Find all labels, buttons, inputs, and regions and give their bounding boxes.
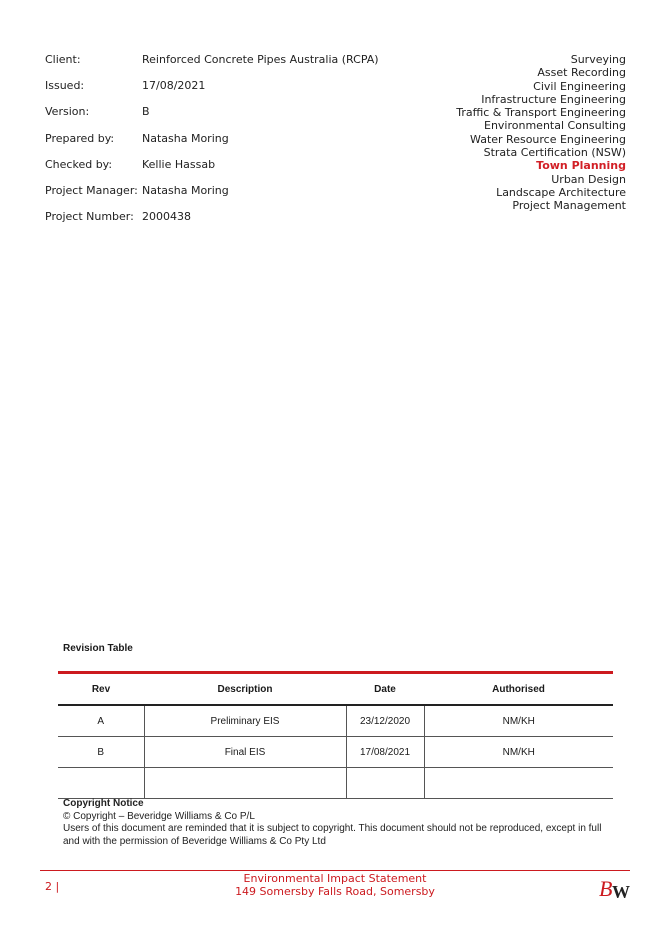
project-meta xyxy=(45,53,379,236)
meta-label: Project Manager: xyxy=(45,183,138,197)
meta-value: Kellie Hassab xyxy=(142,157,216,171)
meta-row xyxy=(45,210,379,236)
page-number: 2 | xyxy=(45,880,60,893)
beveridge-williams-logo-icon xyxy=(598,874,630,902)
meta-value: 17/08/2021 xyxy=(142,79,206,93)
header-date: Date xyxy=(346,673,424,706)
cell-date: 17/08/2021 xyxy=(346,737,424,768)
copyright-heading: Copyright Notice xyxy=(63,798,144,809)
service-item: Environmental Consulting xyxy=(484,119,626,133)
footer-divider xyxy=(40,870,630,871)
meta-label: Prepared by: xyxy=(45,131,115,145)
meta-row xyxy=(45,132,379,158)
table-header-row xyxy=(58,673,613,706)
copyright-notice xyxy=(63,798,611,848)
cell-rev: B xyxy=(58,737,144,768)
table-row xyxy=(58,737,613,768)
header-authorised: Authorised xyxy=(424,673,613,706)
meta-value: Natasha Moring xyxy=(142,183,229,197)
footer-title: Environmental Impact Statement xyxy=(243,872,427,885)
service-item: Strata Certification (NSW) xyxy=(483,146,626,160)
meta-value: Reinforced Concrete Pipes Australia (RCPA) xyxy=(142,53,379,66)
meta-value: B xyxy=(142,105,150,119)
meta-row xyxy=(45,158,379,184)
cell-authorised: NM/KH xyxy=(424,737,613,768)
copyright-text: Users of this document are reminded that it is subject to copyright. This document should not be reproduced, except in full and with the permission of Beveridge Williams & Co Pty Ltd xyxy=(63,823,602,847)
service-item: Surveying xyxy=(570,53,626,66)
service-item: Civil Engineering xyxy=(533,79,626,93)
cell-authorised: NM/KH xyxy=(424,705,613,737)
cell-date: 23/12/2020 xyxy=(346,705,424,737)
meta-label: Client: xyxy=(45,53,81,66)
cell-date xyxy=(346,768,424,799)
cell-authorised xyxy=(424,768,613,799)
meta-row xyxy=(45,184,379,210)
meta-label: Checked by: xyxy=(45,157,113,171)
copyright-line: © Copyright – Beveridge Williams & Co P/L xyxy=(63,810,255,822)
logo-letter-b: B xyxy=(599,876,613,901)
revision-table xyxy=(58,671,613,799)
service-item: Water Resource Engineering xyxy=(470,132,626,146)
cell-description: Final EIS xyxy=(144,737,346,768)
cell-description: Preliminary EIS xyxy=(144,705,346,737)
table-row xyxy=(58,705,613,737)
meta-row xyxy=(45,79,379,105)
service-item: Landscape Architecture xyxy=(496,185,626,199)
cell-rev xyxy=(58,768,144,799)
meta-label: Project Number: xyxy=(45,210,134,224)
services-list xyxy=(456,53,626,213)
service-item: Infrastructure Engineering xyxy=(481,92,626,106)
footer-title-block xyxy=(0,873,670,898)
service-item: Asset Recording xyxy=(537,66,626,80)
meta-row xyxy=(45,105,379,131)
meta-label: Version: xyxy=(45,105,90,119)
cell-rev: A xyxy=(58,705,144,737)
service-item-highlighted: Town Planning xyxy=(536,159,626,173)
footer-address: 149 Somersby Falls Road, Somersby xyxy=(235,884,435,898)
service-item: Urban Design xyxy=(551,172,626,186)
meta-value: Natasha Moring xyxy=(142,131,229,145)
meta-value: 2000438 xyxy=(142,210,191,224)
meta-row xyxy=(45,53,379,79)
meta-label: Issued: xyxy=(45,79,85,93)
service-item: Traffic & Transport Engineering xyxy=(456,106,626,120)
cell-description xyxy=(144,768,346,799)
table-row xyxy=(58,768,613,799)
service-item: Project Management xyxy=(512,199,626,213)
header-rev: Rev xyxy=(58,673,144,706)
header-description: Description xyxy=(144,673,346,706)
logo-letter-w: W xyxy=(612,882,630,902)
revision-table-title: Revision Table xyxy=(63,643,133,654)
